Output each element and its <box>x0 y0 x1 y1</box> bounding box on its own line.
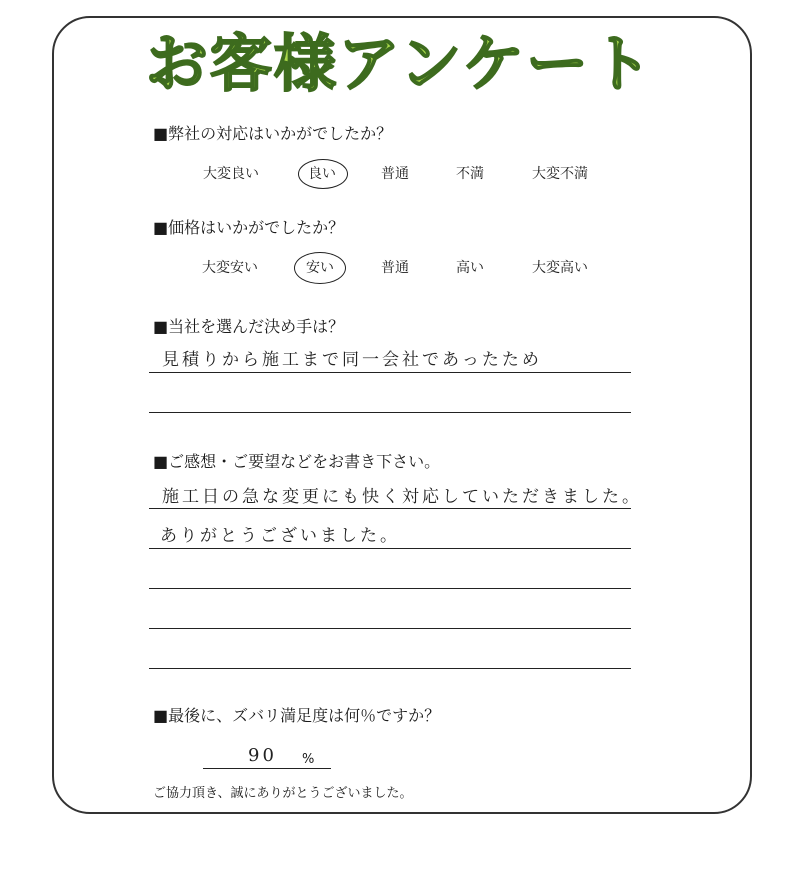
question-service: ■弊社の対応はいかがでしたか？ <box>153 124 393 143</box>
question-satisfaction: ■最後に、ズバリ満足度は何％ですか？ <box>153 706 441 725</box>
selected-circle-price <box>294 252 346 284</box>
option-service-unsatisfied[interactable]: 不満 <box>456 166 484 182</box>
option-price-normal[interactable]: 普通 <box>381 260 409 276</box>
thank-you-note: ご協力頂き、誠にありがとうございました。 <box>153 786 413 801</box>
option-service-good[interactable]: 良い <box>308 166 336 182</box>
option-price-very-cheap[interactable]: 大変安い <box>202 260 258 276</box>
selected-circle-service <box>298 159 348 189</box>
answer-line <box>149 412 631 413</box>
option-price-cheap[interactable]: 安い <box>306 260 334 276</box>
option-price-expensive[interactable]: 高い <box>456 260 484 276</box>
survey-title: お客様アンケート <box>145 27 655 100</box>
option-service-normal[interactable]: 普通 <box>381 166 409 182</box>
answer-comment-line-1: 施工日の急な変更にも快く対応していただきました。 <box>162 487 642 507</box>
answer-line <box>149 668 631 669</box>
answer-line <box>149 508 631 509</box>
answer-line <box>149 588 631 589</box>
answer-line <box>203 768 331 769</box>
option-price-very-expensive[interactable]: 大変高い <box>532 260 588 276</box>
answer-comment-line-2: ありがとうございました。 <box>160 526 400 546</box>
question-deciding-factor: ■当社を選んだ決め手は？ <box>153 317 345 336</box>
question-price: ■価格はいかがでしたか？ <box>153 218 345 237</box>
answer-line <box>149 628 631 629</box>
answer-line <box>149 548 631 549</box>
option-service-very-unsatisfied[interactable]: 大変不満 <box>532 166 588 182</box>
question-comments: ■ご感想・ご要望などをお書き下さい。 <box>153 452 441 471</box>
answer-satisfaction: 90 <box>248 745 277 766</box>
option-service-very-good[interactable]: 大変良い <box>203 166 259 182</box>
answer-line <box>149 372 631 373</box>
answer-deciding-factor: 見積りから施工まで同一会社であったため <box>162 350 542 370</box>
percent-unit: % <box>302 752 315 767</box>
